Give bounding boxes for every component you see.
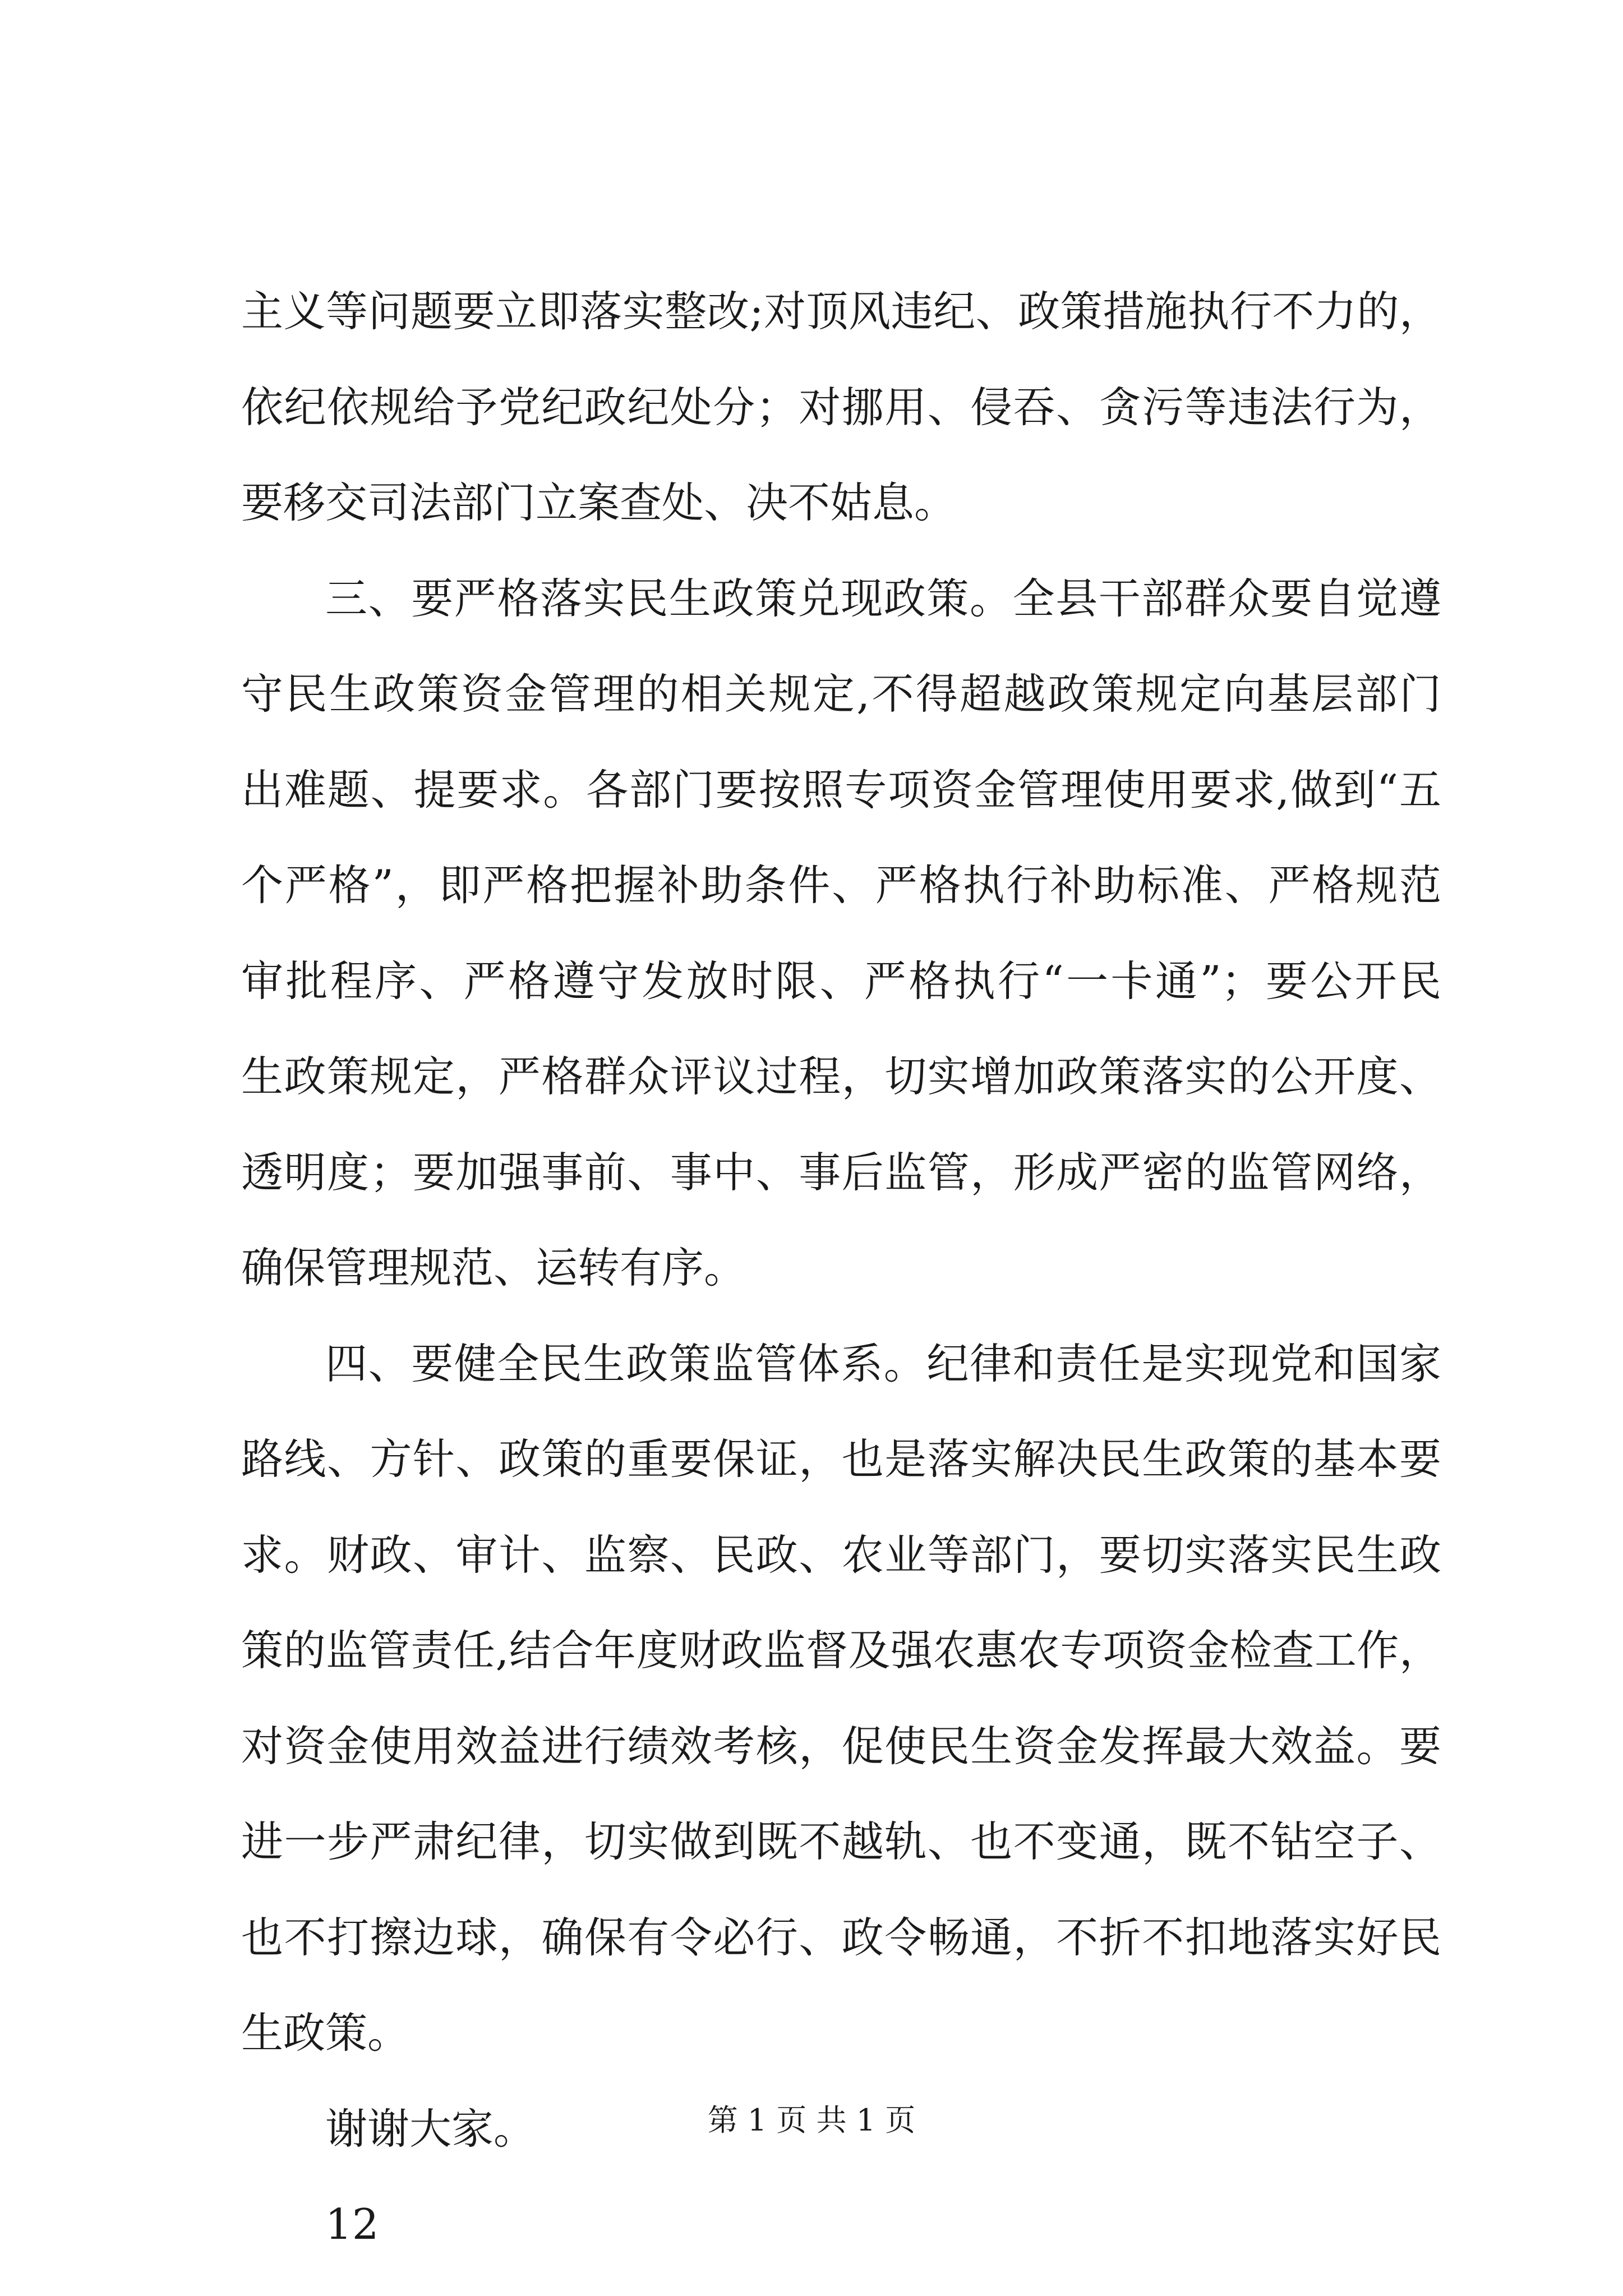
text-line: 策的监管责任,结合年度财政监督及强农惠农专项资金检查工作， (241, 1626, 1441, 1675)
text-line: 审批程序、严格遵守发放时限、严格执行“一卡通”；要公开民 (241, 956, 1441, 1006)
text-line: 四、要健全民生政策监管体系。纪律和责任是实现党和国家 (325, 1338, 1441, 1388)
text-line: 也不打擦边球，确保有令必行、政令畅通，不折不扣地落实好民 (241, 1912, 1441, 1962)
text-line: 生政策规定，严格群众评议过程，切实增加政策落实的公开度、 (241, 1052, 1441, 1101)
paragraph-number (241, 2177, 1441, 2272)
text-line: 出难题、提要求。各部门要按照专项资金管理使用要求,做到“五 (241, 765, 1441, 815)
text-line: 三、要严格落实民生政策兑现政策。全县干部群众要自觉遵 (325, 573, 1441, 623)
text-line: 透明度；要加强事前、事中、事后监管，形成严密的监管网络， (241, 1147, 1441, 1197)
text-line: 生政策。 (241, 2008, 410, 2058)
paragraph-section-3 (241, 551, 1441, 1316)
paragraph-section-4 (241, 1316, 1441, 2081)
text-line: 依纪依规给予党纪政纪处分；对挪用、侵吞、贪污等违法行为， (241, 382, 1441, 432)
text-line: 路线、方针、政策的重要保证，也是落实解决民生政策的基本要 (241, 1434, 1441, 1484)
text-line: 谢谢大家。 (325, 2104, 536, 2154)
text-line: 要移交司法部门立案查处、决不姑息。 (241, 478, 957, 527)
text-line: 12 (325, 2200, 379, 2249)
text-line: 确保管理规范、运转有序。 (241, 1243, 746, 1292)
text-line: 个严格”，即严格把握补助条件、严格执行补助标准、严格规范 (241, 861, 1441, 910)
text-line: 进一步严肃纪律，切实做到既不越轨、也不变通，既不钻空子、 (241, 1817, 1441, 1866)
page-footer: 第 1 页 共 1 页 (707, 2102, 916, 2138)
document-body (241, 264, 1441, 2272)
text-line: 主义等问题要立即落实整改;对顶风违纪、政策措施执行不力的， (241, 287, 1441, 336)
text-line: 对资金使用效益进行绩效考核，促使民生资金发挥最大效益。要 (241, 1721, 1441, 1771)
text-line: 求。财政、审计、监察、民政、农业等部门，要切实落实民生政 (241, 1530, 1441, 1580)
paragraph-continuation (241, 264, 1441, 551)
text-line: 守民生政策资金管理的相关规定,不得超越政策规定向基层部门 (241, 669, 1441, 719)
